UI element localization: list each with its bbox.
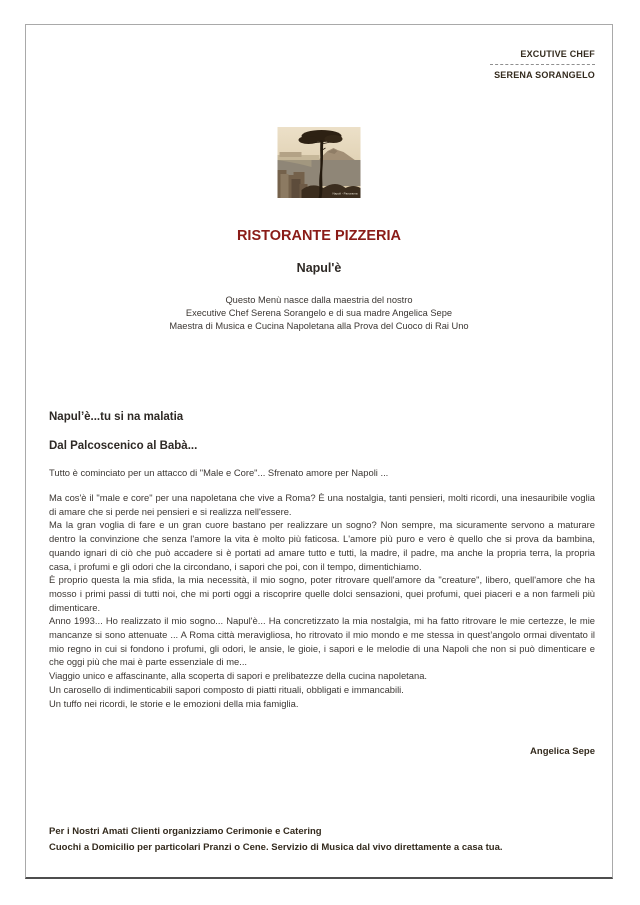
naples-photo-illustration: [278, 127, 361, 198]
intro-line: Questo Menù nasce dalla maestria del nostro: [225, 295, 413, 305]
body-paragraphs: [49, 491, 595, 710]
paragraph: Anno 1993... Ho realizzato il mio sogno... Napul'è... Ha concretizzato la mia nostalgia, mi ha fatto ritrovare le mie certezze, le mie mancanze si sono attenuate ... A Roma città meravigliosa, ho ritrovato il mio mondo e me stessa in quest’angolo ormai diventato il mio regno in cui si fondono i profumi, gli odori, le ansie, le gioie, i sapori e le melodie di una Napoli che non si può dimenticare e che oggi più che mai è parte essenziale di me...: [49, 615, 595, 668]
paragraph: Ma cos'è il "male e core" per una napoletana che vive a Roma? È una nostalgia, tanti pensieri, molti ricordi, una inesauribile voglia di amare che si perde nei pensieri e si realizza nell'essere.: [49, 492, 595, 517]
footer-line: Per i Nostri Amati Clienti organizziamo Cerimonie e Catering: [49, 826, 322, 837]
paragraph: Viaggio unico e affascinante, alla scoperta di sapori e prelibatezze della cucina napoletana.: [49, 670, 428, 682]
building-light: [281, 174, 289, 198]
paragraph: Un carosello di indimenticabili sapori composto di piatti rituali, obbligati e immancabili.: [49, 683, 404, 695]
building-dark: [292, 179, 301, 198]
signature: Angelica Sepe: [530, 746, 595, 757]
paragraph: Ma la gran voglia di fare e un gran cuore bastano per realizzare un sogno? Non sempre, ma sicuramente servono a maturare dentro la convinzione che senza l'amore la vita è molto più faticosa. L'amore più puro e vero è quello che si prova da bambina, quando ignari di ciò che può accadere si è portati ad amare tutto e tutti, la madre, il padre, ma anche la propria terra, la propria casa, i profumi e gli odori che la circondano, i sapori che poi, con il tempo, dimentichiamo.: [49, 519, 595, 572]
section-heading-primary: Napul’è...tu si na malatia: [49, 411, 184, 423]
section-heading-secondary: Dal Palcoscenico al Babà...: [49, 440, 198, 452]
footer-block: [49, 824, 595, 855]
photo-caption: Napoli - Panorama: [332, 191, 358, 196]
restaurant-name: Napul'è: [296, 261, 342, 275]
chef-name: SERENA SORANGELO: [494, 70, 595, 80]
lead-paragraph: Tutto è cominciato per un attacco di "Male e Core"... Sfrenato amore per Napoli ...: [49, 467, 389, 478]
restaurant-title: RISTORANTE PIZZERIA: [236, 228, 402, 244]
footer-line: Cuochi a Domicilio per particolari Pranzi o Cene. Servizio di Musica dal vivo direttamente a casa tua.: [49, 841, 503, 853]
document-page: [25, 24, 613, 879]
left-city: [280, 152, 302, 157]
intro-line: Executive Chef Serena Sorangelo e di sua madre Angelica Sepe: [185, 308, 453, 318]
pine-canopy-right: [325, 135, 343, 143]
paragraph: È proprio questa la mia sfida, la mia necessità, il mio sogno, poter ritrovare quell'amore da "creature", libero, quell'amore che ha mosso i primi passi di tutti noi, che mi porti oggi a riscoprire quelle dolci sensazioni, quei profumi, quei piaceri e a non farmeli più dimenticare.: [49, 574, 595, 613]
chef-header: [490, 49, 595, 80]
intro-block: [26, 294, 612, 333]
paragraph: Un tuffo nei ricordi, le storie e le emozioni della mia famiglia.: [49, 697, 299, 709]
chef-title: EXCUTIVE CHEF: [520, 49, 595, 59]
dashed-divider: [490, 64, 595, 65]
naples-photo: [278, 127, 361, 198]
intro-line: Maestra di Musica e Cucina Napoletana alla Prova del Cuoco di Rai Uno: [169, 321, 469, 331]
